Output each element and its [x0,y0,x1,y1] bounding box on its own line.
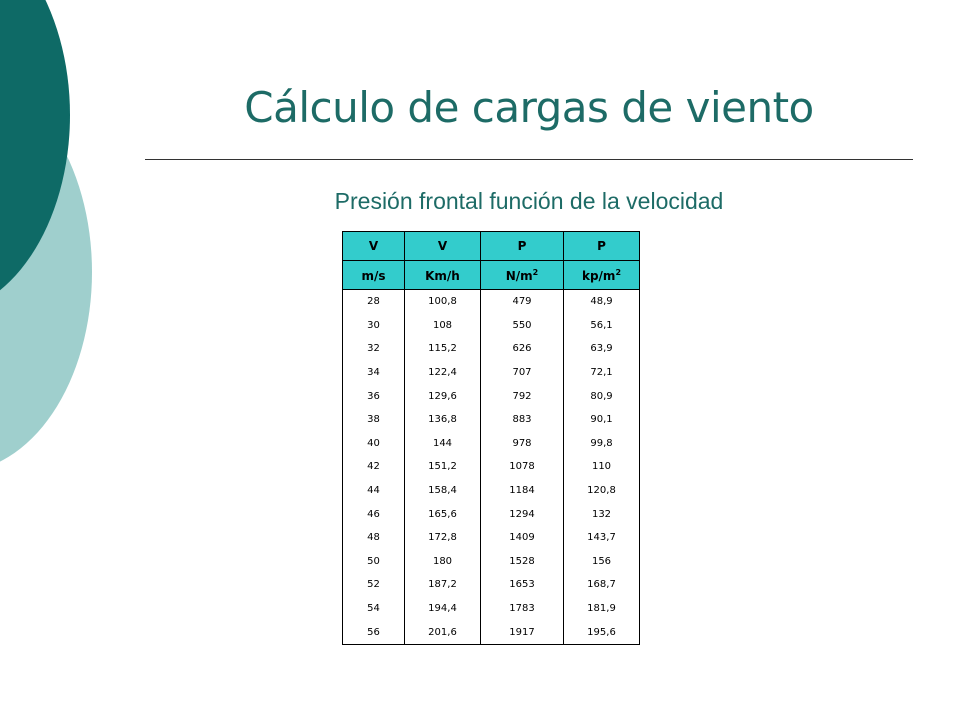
table-cell: 707 [481,361,564,385]
table-cell: 36 [343,384,405,408]
slide-title: Cálculo de cargas de viento [244,83,814,132]
table-cell: 38 [343,408,405,432]
table-cell: 158,4 [405,479,481,503]
table-cell: 168,7 [564,573,640,597]
table-row [343,573,640,597]
table-row [343,361,640,385]
table-cell: 40 [343,432,405,456]
header-unit-cell [343,261,405,290]
table-cell: 32 [343,337,405,361]
table-cell: 30 [343,314,405,338]
header-unit-cell [481,261,564,290]
table-row [343,597,640,621]
table-cell: 792 [481,384,564,408]
table-row [343,479,640,503]
table-cell: 115,2 [405,337,481,361]
table-cell: 56,1 [564,314,640,338]
table-row [343,384,640,408]
table-cell: 626 [481,337,564,361]
table-row [343,337,640,361]
table-cell: 54 [343,597,405,621]
table-cell: 28 [343,290,405,314]
table-cell: 187,2 [405,573,481,597]
unit-text: m/s [361,268,386,283]
table-cell: 181,9 [564,597,640,621]
table-row [343,502,640,526]
table-cell: 172,8 [405,526,481,550]
table-cell: 1409 [481,526,564,550]
table-cell: 151,2 [405,455,481,479]
title-divider [145,159,913,160]
wind-pressure-table [342,231,640,645]
header-row-symbols [343,232,640,261]
table-body [343,290,640,645]
header-cell: P [564,232,640,261]
table-cell: 100,8 [405,290,481,314]
table-cell: 156 [564,550,640,574]
table-cell: 144 [405,432,481,456]
table-cell: 1184 [481,479,564,503]
table-cell: 143,7 [564,526,640,550]
table-cell: 99,8 [564,432,640,456]
table-cell: 194,4 [405,597,481,621]
table-cell: 50 [343,550,405,574]
table-row [343,314,640,338]
table-cell: 165,6 [405,502,481,526]
table-cell: 122,4 [405,361,481,385]
table-cell: 1078 [481,455,564,479]
table-cell: 129,6 [405,384,481,408]
table-cell: 1528 [481,550,564,574]
table-cell: 42 [343,455,405,479]
table-cell: 883 [481,408,564,432]
table-row [343,620,640,644]
table-cell: 132 [564,502,640,526]
table-cell: 56 [343,620,405,644]
table-row [343,526,640,550]
table-row [343,455,640,479]
unit-exponent: 2 [615,267,622,277]
table-cell: 201,6 [405,620,481,644]
header-cell: P [481,232,564,261]
table-row [343,432,640,456]
table-cell: 72,1 [564,361,640,385]
unit-text: Km/h [425,268,460,283]
table-cell: 978 [481,432,564,456]
table-cell: 90,1 [564,408,640,432]
table-cell: 120,8 [564,479,640,503]
header-unit-cell [564,261,640,290]
table-row [343,290,640,314]
table-cell: 48,9 [564,290,640,314]
table-cell: 48 [343,526,405,550]
table-cell: 479 [481,290,564,314]
table-cell: 1294 [481,502,564,526]
table-row [343,408,640,432]
table-cell: 80,9 [564,384,640,408]
table-cell: 136,8 [405,408,481,432]
table-cell: 46 [343,502,405,526]
table-cell: 63,9 [564,337,640,361]
table-cell: 44 [343,479,405,503]
header-unit-cell [405,261,481,290]
header-row-units [343,261,640,290]
table-cell: 550 [481,314,564,338]
table-cell: 108 [405,314,481,338]
table-cell: 195,6 [564,620,640,644]
table-cell: 180 [405,550,481,574]
table-cell: 34 [343,361,405,385]
unit-text: kp/m [581,268,616,283]
unit-text: N/m [505,268,533,283]
table-cell: 1783 [481,597,564,621]
slide-subtitle: Presión frontal función de la velocidad [334,188,724,214]
header-cell: V [343,232,405,261]
table-cell: 52 [343,573,405,597]
unit-exponent: 2 [532,267,539,277]
table-cell: 1653 [481,573,564,597]
table-row [343,550,640,574]
header-cell: V [405,232,481,261]
table-cell: 1917 [481,620,564,644]
table-cell: 110 [564,455,640,479]
